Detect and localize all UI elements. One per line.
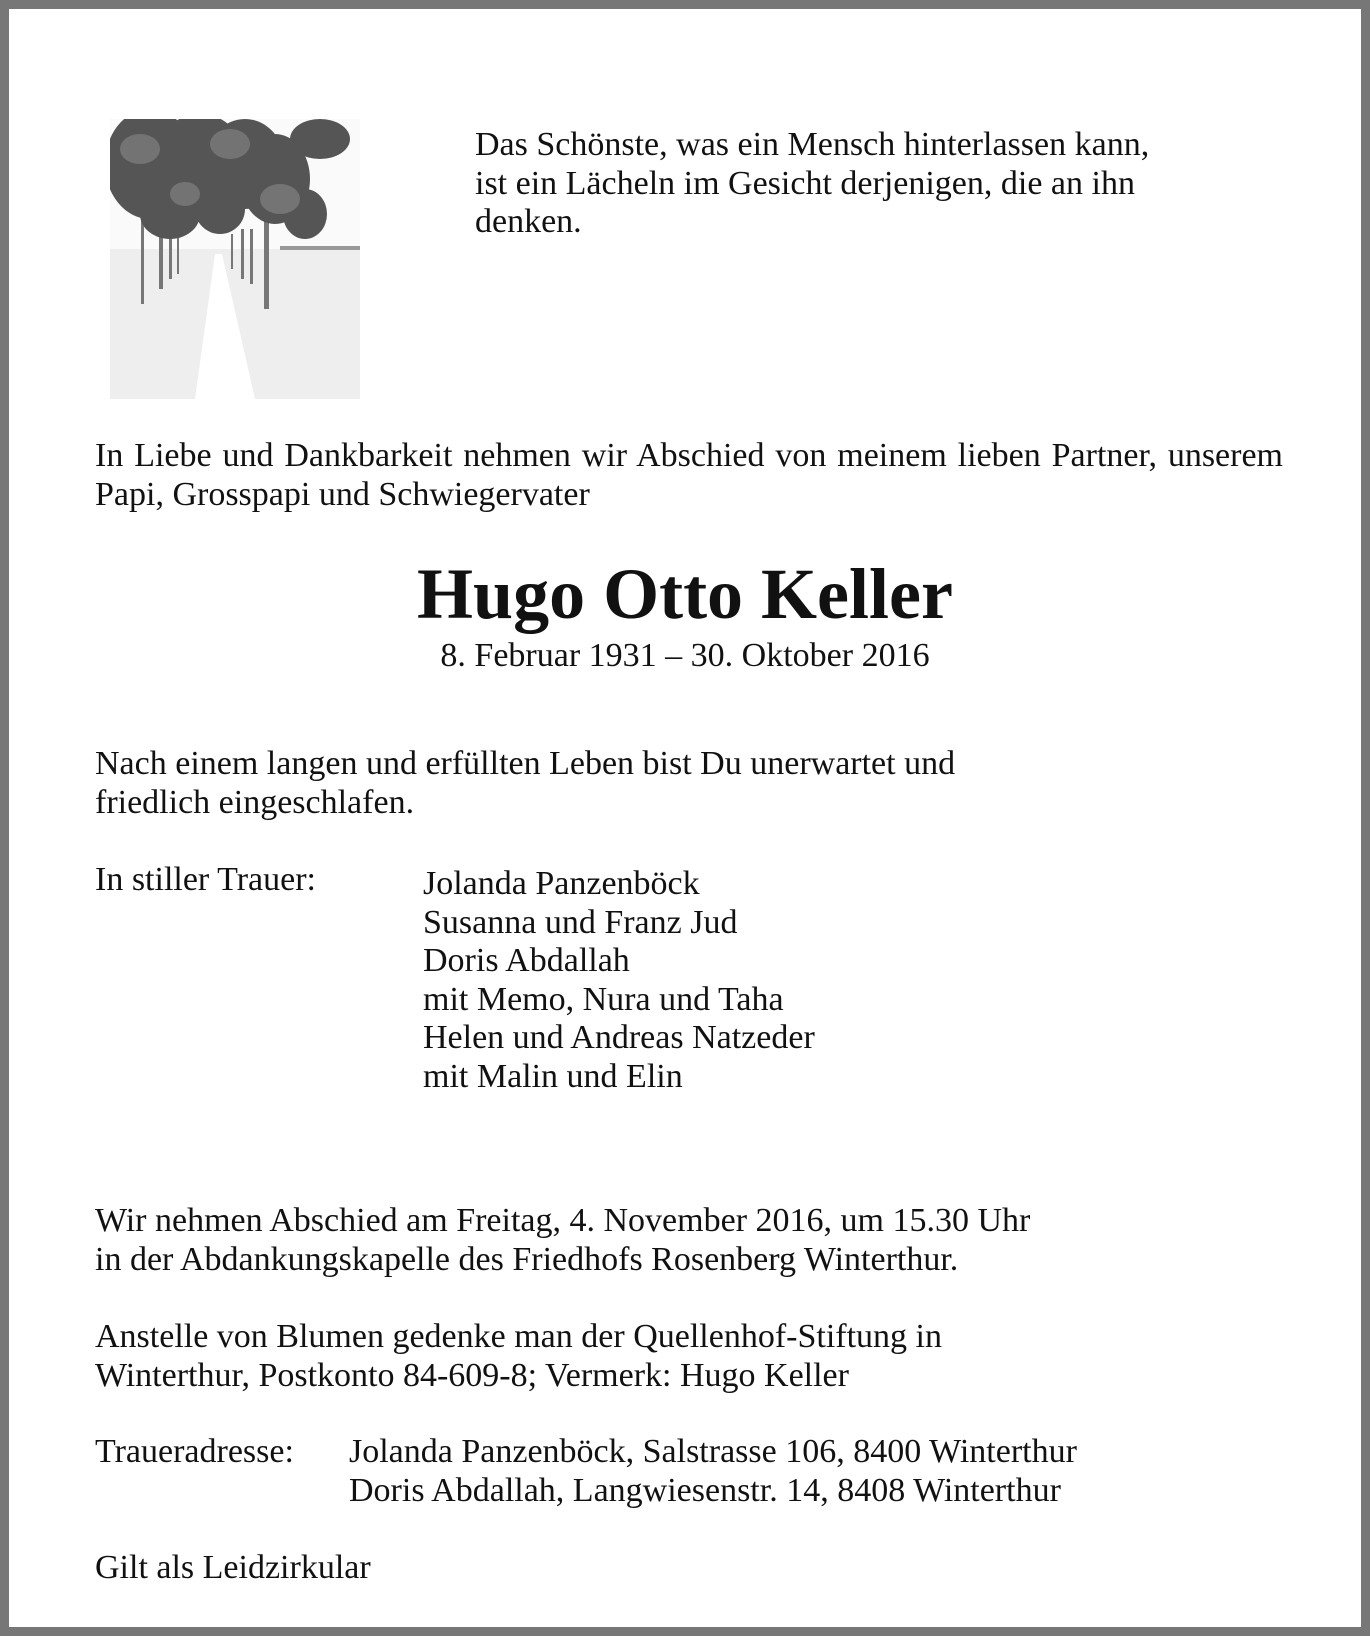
text-line: Nach einem langen und erfüllten Leben bist Du unerwartet und bbox=[95, 745, 956, 782]
mourner: mit Malin und Elin bbox=[423, 1057, 683, 1095]
mourner: Helen und Andreas Natzeder bbox=[423, 1019, 815, 1056]
intro-paragraph: In Liebe und Dankbarkeit nehmen wir Abschied von meinem lieben Partner, unserem Papi, Grosspapi und Schwiegervater bbox=[95, 437, 1283, 513]
passing-paragraph bbox=[95, 745, 955, 822]
life-dates: 8. Februar 1931 – 30. Oktober 2016 bbox=[440, 637, 930, 674]
address: Jolanda Panzenböck, Salstrasse 106, 8400 Winterthur bbox=[349, 1433, 1077, 1470]
mourners-list bbox=[423, 865, 815, 1096]
mourner: Susanna und Franz Jud bbox=[423, 903, 738, 941]
mourner: mit Memo, Nura und Taha bbox=[423, 980, 784, 1018]
footer-note: Gilt als Leidzirkular bbox=[95, 1549, 371, 1586]
mourner: Jolanda Panzenböck bbox=[423, 865, 700, 902]
mourner: Doris Abdallah bbox=[423, 942, 630, 979]
donation-paragraph bbox=[95, 1318, 942, 1395]
address-label: Traueradresse: bbox=[95, 1433, 294, 1470]
text-line: Winterthur, Postkonto 84-609-8; Vermerk: Hugo Keller bbox=[95, 1356, 849, 1394]
service-paragraph bbox=[95, 1202, 1030, 1279]
mourners-label: In stiller Trauer: bbox=[95, 861, 316, 898]
text-line: in der Abdankungskapelle des Friedhofs Rosenberg Winterthur. bbox=[95, 1240, 959, 1278]
deceased-name: Hugo Otto Keller bbox=[417, 554, 953, 634]
quote bbox=[475, 126, 1149, 242]
quote-line: Das Schönste, was ein Mensch hinterlassen kann, bbox=[475, 126, 1150, 163]
address-list bbox=[349, 1433, 1077, 1510]
address: Doris Abdallah, Langwiesenstr. 14, 8408 Winterthur bbox=[349, 1471, 1061, 1509]
quote-line: denken. bbox=[475, 203, 582, 240]
text-line: Anstelle von Blumen gedenke man der Quellenhof-Stiftung in bbox=[95, 1318, 942, 1355]
text-line: friedlich eingeschlafen. bbox=[95, 783, 415, 821]
obituary-page bbox=[9, 9, 1361, 1627]
text-line: Wir nehmen Abschied am Freitag, 4. November 2016, um 15.30 Uhr bbox=[95, 1202, 1031, 1239]
tree-avenue-photo bbox=[110, 119, 360, 399]
quote-line: ist ein Lächeln im Gesicht derjenigen, die an ihn bbox=[475, 164, 1135, 202]
